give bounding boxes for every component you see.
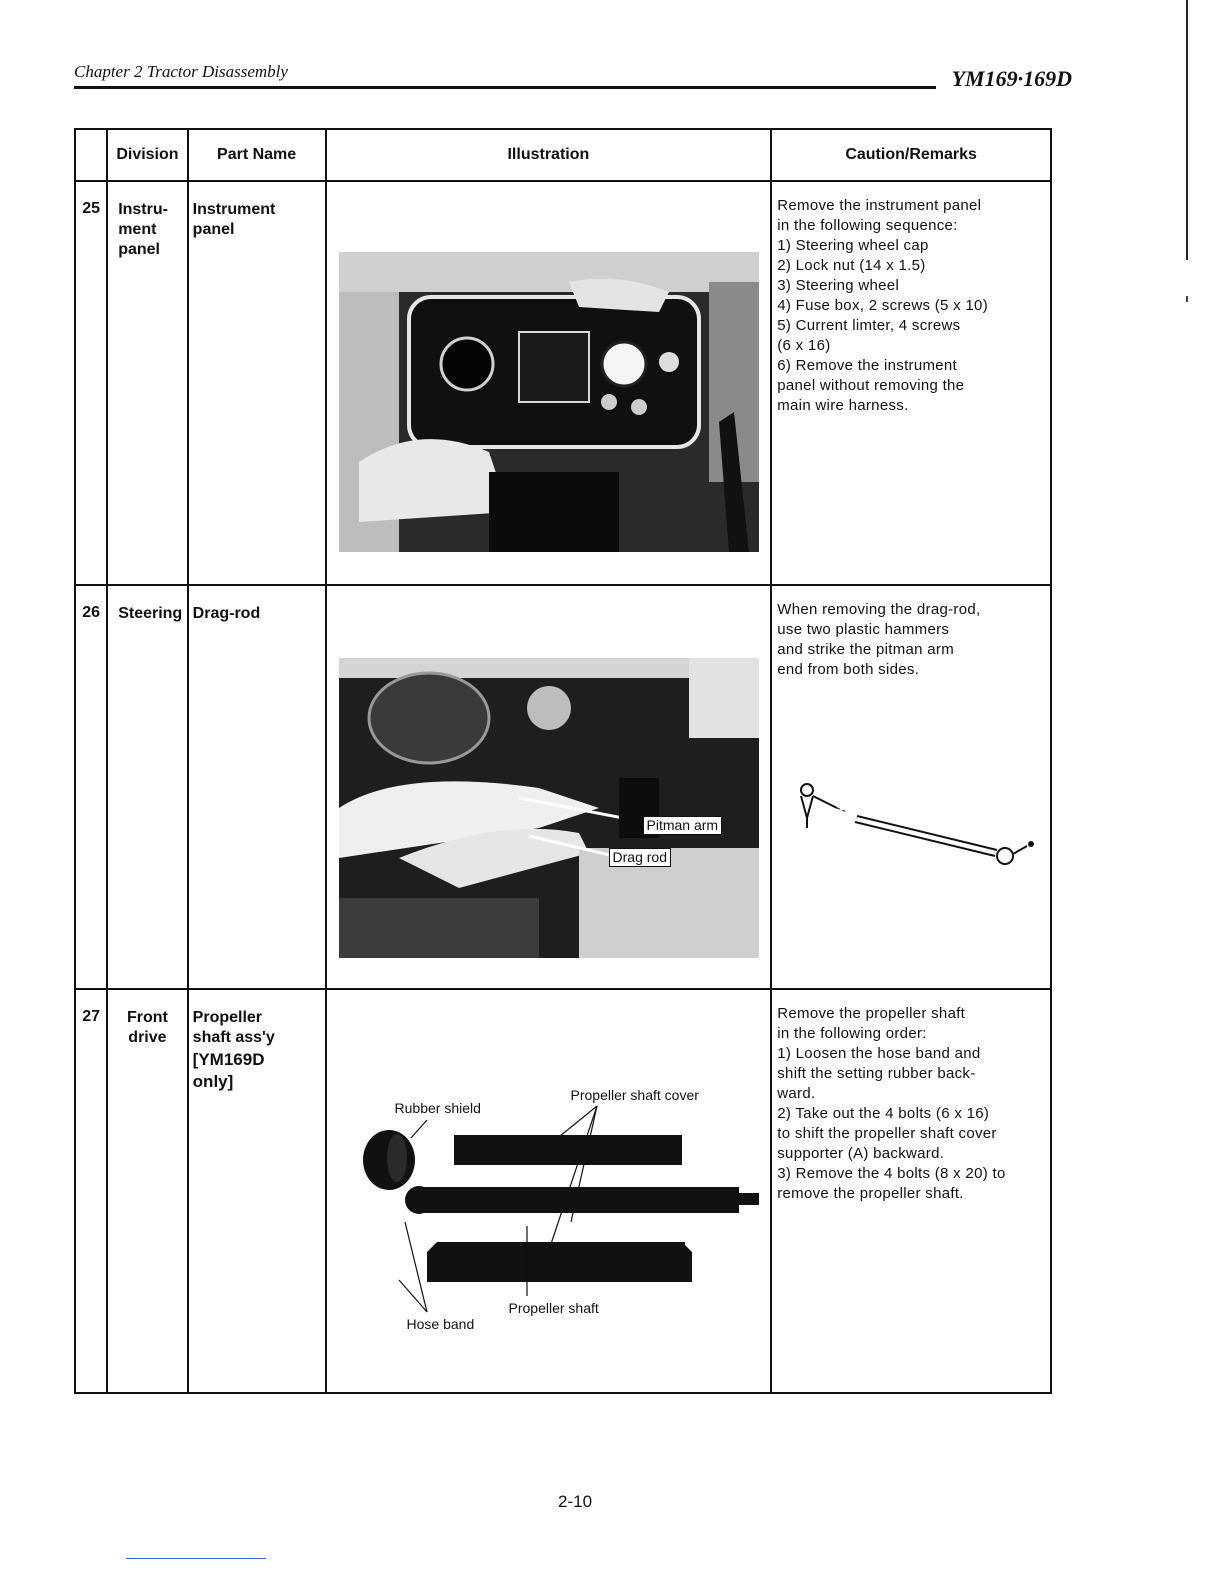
illustration-cell (326, 181, 772, 585)
part-name-cell: Propeller shaft ass'y [YM169D only] (188, 989, 326, 1393)
propeller-shaft-cover-caption: Propeller shaft cover (570, 1087, 699, 1103)
drag-rod-diagram (777, 776, 1037, 876)
table-header-row (75, 129, 1051, 181)
row-number: 27 (75, 989, 107, 1393)
drag-rod-label: Drag rod (609, 848, 671, 867)
table-row (75, 585, 1051, 989)
illustration-cell (326, 989, 772, 1393)
table-row (75, 989, 1051, 1393)
drag-rod-photo (339, 658, 759, 958)
row-number: 25 (75, 181, 107, 585)
remarks-cell: When removing the drag-rod, use two plastic hammers and strike the pitman arm end from both sides. (771, 585, 1051, 989)
header-division: Division (107, 129, 187, 181)
instrument-panel-photo (339, 252, 759, 552)
header-rule (74, 86, 936, 89)
remarks-cell: Remove the propeller shaft in the following order: 1) Loosen the hose band and shift the setting rubber back- ward. 2) Take out the 4 bolts (6 x 16) to shift the propeller shaft cover supporter (A) backward. 3) Remove the 4 bolts (8 x 20) to remove the propeller shaft. (771, 989, 1051, 1393)
part-name-cell: Drag-rod (188, 585, 326, 989)
row-number: 26 (75, 585, 107, 989)
scan-edge-line (1186, 0, 1188, 260)
model-number: YM169·169D (951, 66, 1072, 91)
propeller-shaft-caption: Propeller shaft (508, 1300, 599, 1316)
part-name-cell: Instrument panel (188, 181, 326, 585)
header-part-name: Part Name (188, 129, 326, 181)
header-caution-remarks: Caution/Remarks (771, 129, 1051, 181)
table-row (75, 181, 1051, 585)
division-cell: Front drive (107, 989, 187, 1393)
scan-edge-mark (1186, 296, 1188, 302)
chapter-title: Chapter 2 Tractor Disassembly (74, 62, 288, 81)
header-illustration: Illustration (326, 129, 772, 181)
pitman-arm-label: Pitman arm (643, 816, 723, 835)
footer-rule (126, 1558, 266, 1559)
division-cell: Instru- ment panel (107, 181, 187, 585)
page-number: 2-10 (558, 1492, 593, 1511)
disassembly-table (74, 128, 1052, 1394)
remarks-cell: Remove the instrument panel in the following sequence: 1) Steering wheel cap 2) Lock nut (14 x 1.5) 3) Steering wheel 4) Fuse box, 2 screws (5 x 10) 5) Current limter, 4 screws (6 x 16) 6) Remove the instrument panel without removing the main wire harness. (771, 181, 1051, 585)
division-cell: Steering (107, 585, 187, 989)
propeller-shaft-illustration (327, 990, 767, 1390)
illustration-cell (326, 585, 772, 989)
rubber-shield-caption: Rubber shield (394, 1100, 481, 1116)
hose-band-caption: Hose band (406, 1316, 475, 1332)
header-number (75, 129, 107, 181)
